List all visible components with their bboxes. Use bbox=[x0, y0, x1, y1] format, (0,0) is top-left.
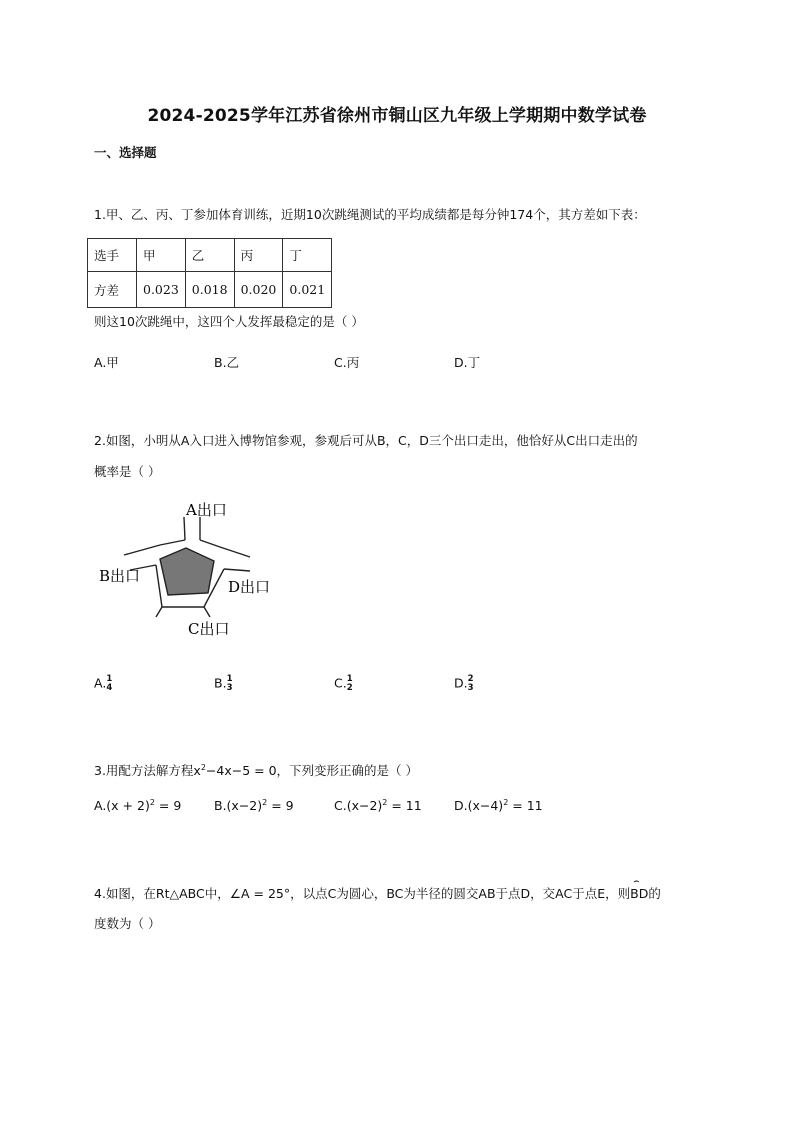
label-d-exit: D出口 bbox=[228, 578, 271, 596]
label-b-exit: B出口 bbox=[99, 567, 141, 585]
q3-stem-part: 3.用配方法解方程x bbox=[94, 763, 201, 779]
option-base: D.(x−4) bbox=[454, 798, 504, 814]
option-prefix: D. bbox=[454, 675, 468, 691]
arc-bd: ⌢ BD bbox=[630, 884, 648, 904]
option-prefix: B. bbox=[214, 675, 227, 691]
table-cell: 选手 bbox=[88, 239, 137, 272]
table-cell: 方差 bbox=[88, 272, 137, 308]
fraction bbox=[468, 675, 474, 693]
q1-question: 则这10次跳绳中，这四个人发挥最稳定的是（ ） bbox=[94, 314, 364, 329]
q4-stem-line1 bbox=[94, 884, 661, 904]
table-cell: 0.021 bbox=[283, 272, 332, 308]
numerator: 2 bbox=[467, 674, 474, 684]
q2-option-d bbox=[454, 675, 474, 693]
option-rest: = 9 bbox=[154, 798, 182, 814]
table-row bbox=[88, 272, 332, 308]
exponent: 2 bbox=[503, 798, 509, 807]
numerator: 1 bbox=[346, 674, 353, 684]
exponent: 2 bbox=[262, 798, 268, 807]
q1-option-d: D.丁 bbox=[454, 355, 481, 370]
page-title: 2024-2025学年江苏省徐州市铜山区九年级上学期期中数学试卷 bbox=[147, 106, 647, 126]
q4-stem-line2: 度数为（ ） bbox=[94, 916, 161, 931]
option-base: C.(x−2) bbox=[334, 798, 383, 814]
q2-option-c bbox=[334, 675, 353, 693]
exponent: 2 bbox=[149, 798, 155, 807]
q1-variance-table bbox=[87, 238, 332, 308]
table-cell: 乙 bbox=[185, 239, 234, 272]
label-a-exit: A出口 bbox=[186, 501, 227, 519]
table-cell: 丁 bbox=[283, 239, 332, 272]
denominator: 2 bbox=[346, 683, 353, 693]
q2-option-a bbox=[94, 675, 112, 693]
q3-option-d bbox=[454, 798, 543, 813]
exponent: 2 bbox=[382, 798, 388, 807]
q4-stem-part: 4.如图，在Rt△ABC中，∠A = 25°，以点C为圆心，BC为半径的圆交AB于点D，交AC于点E，则 bbox=[94, 886, 631, 901]
section-heading: 一、选择题 bbox=[94, 145, 157, 160]
option-base: B.(x−2) bbox=[214, 798, 263, 814]
table-row bbox=[88, 239, 332, 272]
q3-stem bbox=[94, 758, 418, 781]
q2-option-b bbox=[214, 675, 232, 693]
denominator: 4 bbox=[106, 683, 113, 693]
option-prefix: C. bbox=[334, 675, 347, 691]
q4-stem-part: 的 bbox=[648, 886, 661, 901]
denominator: 3 bbox=[467, 683, 474, 693]
numerator: 1 bbox=[226, 674, 233, 684]
q1-stem: 1.甲、乙、丙、丁参加体育训练，近期10次跳绳测试的平均成绩都是每分钟174个，其方差如下表： bbox=[94, 207, 646, 222]
denominator: 3 bbox=[226, 683, 233, 693]
q1-option-b: B.乙 bbox=[214, 355, 240, 370]
q3-option-c bbox=[334, 798, 422, 813]
fraction bbox=[227, 675, 233, 693]
museum-figure bbox=[90, 495, 310, 645]
option-base: A.(x + 2) bbox=[94, 798, 150, 814]
label-c-exit: C出口 bbox=[188, 620, 230, 638]
q2-stem-line1: 2.如图，小明从A入口进入博物馆参观，参观后可从B，C，D三个出口走出，他恰好从C出口走出的 bbox=[94, 433, 638, 448]
table-cell: 0.018 bbox=[185, 272, 234, 308]
exhibit-pentagon bbox=[160, 548, 214, 595]
table-cell: 0.020 bbox=[234, 272, 283, 308]
option-prefix: A. bbox=[94, 675, 107, 691]
option-rest: = 11 bbox=[508, 798, 543, 814]
exponent: 2 bbox=[200, 763, 206, 772]
fraction bbox=[106, 675, 112, 693]
q3-option-b bbox=[214, 798, 294, 813]
option-rest: = 11 bbox=[387, 798, 422, 814]
q1-option-c: C.丙 bbox=[334, 355, 360, 370]
table-cell: 甲 bbox=[137, 239, 186, 272]
q2-stem-line2: 概率是（ ） bbox=[94, 464, 161, 479]
table-cell: 丙 bbox=[234, 239, 283, 272]
q3-option-a bbox=[94, 798, 181, 813]
option-rest: = 9 bbox=[267, 798, 294, 814]
q3-stem-part: −4x−5 = 0，下列变形正确的是（ ） bbox=[205, 763, 419, 779]
numerator: 1 bbox=[106, 674, 113, 684]
q1-option-a: A.甲 bbox=[94, 355, 119, 370]
table-cell: 0.023 bbox=[137, 272, 186, 308]
fraction bbox=[347, 675, 353, 693]
